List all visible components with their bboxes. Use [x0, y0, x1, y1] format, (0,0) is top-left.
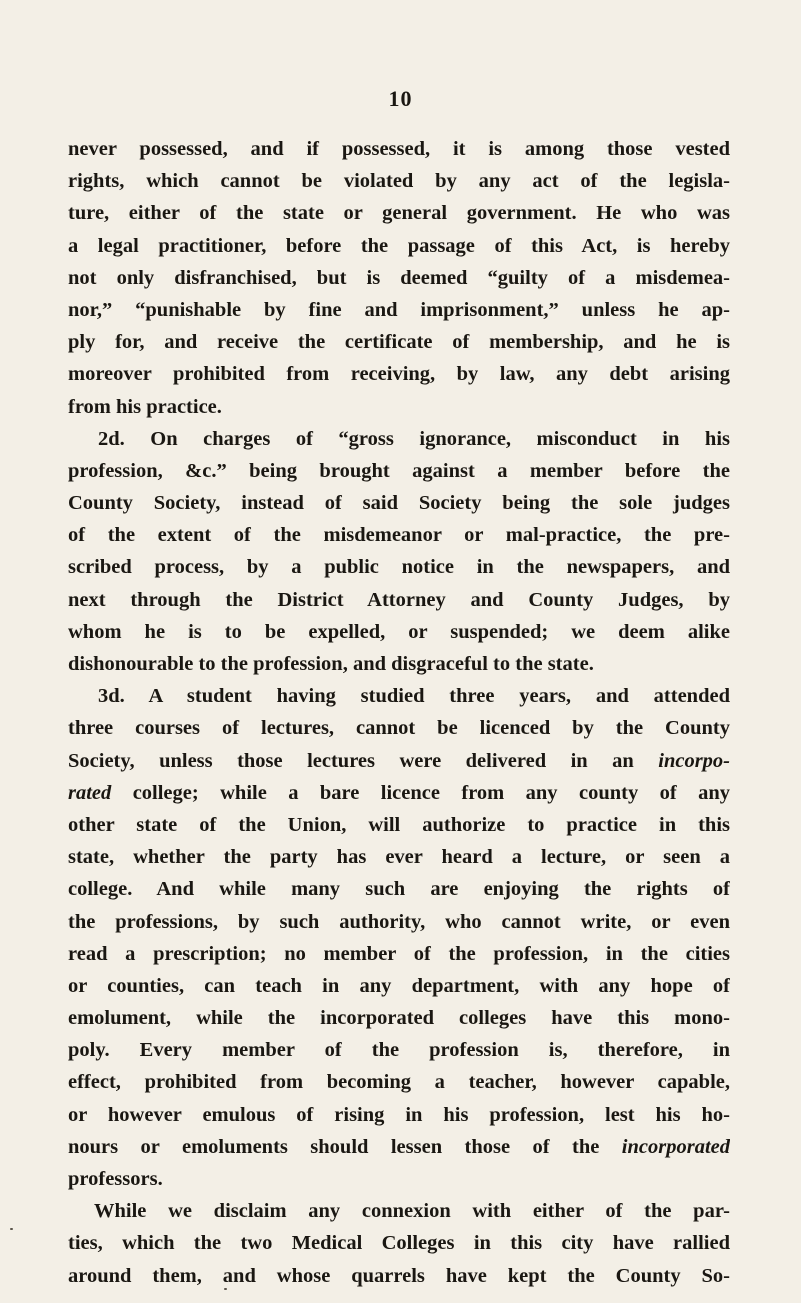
text-line: state, whether the party has ever heard a lecture, or seen a: [68, 846, 730, 869]
text-line: from his practice.: [68, 395, 222, 418]
text-line: three courses of lectures, cannot be licenced by the County: [68, 717, 730, 740]
paper-speck: [10, 1228, 13, 1230]
paper-speck: [224, 1288, 227, 1290]
text-line: [68, 1131, 730, 1163]
text-line: 3d. A student having studied three years, and attended: [98, 685, 730, 708]
text-line: professors.: [68, 1168, 163, 1190]
text-line: next through the District Attorney and County Judges, by: [68, 588, 730, 611]
text-line: 2d. On charges of “gross ignorance, misconduct in his: [98, 427, 730, 450]
text-run: college; while a bare licence from any county of any: [111, 781, 730, 804]
text-line: never possessed, and if possessed, it is among those vested: [68, 138, 730, 160]
text-line: County Society, instead of said Society being the sole judges: [68, 492, 730, 515]
text-run: nours or emoluments should lessen those of the: [68, 1135, 622, 1158]
text-line: emolument, while the incorporated colleges have this mono-: [68, 1007, 730, 1030]
text-line: other state of the Union, will authorize to practice in this: [68, 813, 730, 836]
text-line: effect, prohibited from becoming a teacher, however capable,: [68, 1071, 730, 1094]
text-line: While we disclaim any connexion with either of the par-: [94, 1200, 730, 1223]
text-line: moreover prohibited from receiving, by law, any debt arising: [68, 363, 730, 386]
text-line: ties, which the two Medical Colleges in this city have rallied: [68, 1232, 730, 1255]
text-line: [68, 745, 730, 777]
text-line: read a prescription; no member of the profession, in the cities: [68, 942, 730, 965]
text-line: not only disfranchised, but is deemed “guilty of a misdemea-: [68, 266, 730, 289]
text-line: profession, &c.” being brought against a member before the: [68, 459, 730, 482]
text-line: rights, which cannot be violated by any act of the legisla-: [68, 170, 730, 193]
italic-text-run: rated: [68, 781, 112, 804]
text-line: scribed process, by a public notice in the newspapers, and: [68, 556, 730, 579]
text-line: of the extent of the misdemeanor or mal-practice, the pre-: [68, 524, 730, 547]
text-run: Society, unless those lectures were delivered in an: [68, 749, 659, 772]
text-line: ture, either of the state or general government. He who was: [68, 202, 730, 225]
italic-text-run: incorpo-: [658, 749, 730, 772]
text-line: a legal practitioner, before the passage of this Act, is hereby: [68, 234, 730, 257]
text-line: whom he is to be expelled, or suspended; we deem alike: [68, 620, 730, 643]
page-number: 10: [388, 86, 413, 111]
text-line: the professions, by such authority, who cannot write, or even: [68, 910, 730, 933]
text-line: ply for, and receive the certificate of membership, and he is: [68, 331, 730, 354]
text-line: college. And while many such are enjoying the rights of: [68, 878, 730, 901]
text-line: around them, and whose quarrels have kept the County So-: [68, 1264, 730, 1287]
text-line: or however emulous of rising in his profession, lest his ho-: [68, 1103, 730, 1126]
italic-text-run: incorporated: [621, 1135, 730, 1158]
text-line: or counties, can teach in any department, with any hope of: [68, 974, 730, 997]
text-line: [68, 777, 730, 809]
text-line: dishonourable to the profession, and disgraceful to the state.: [68, 653, 594, 675]
text-line: poly. Every member of the profession is, therefore, in: [68, 1039, 730, 1062]
text-line: nor,” “punishable by fine and imprisonment,” unless he ap-: [68, 298, 730, 321]
body-text: [68, 133, 730, 1292]
